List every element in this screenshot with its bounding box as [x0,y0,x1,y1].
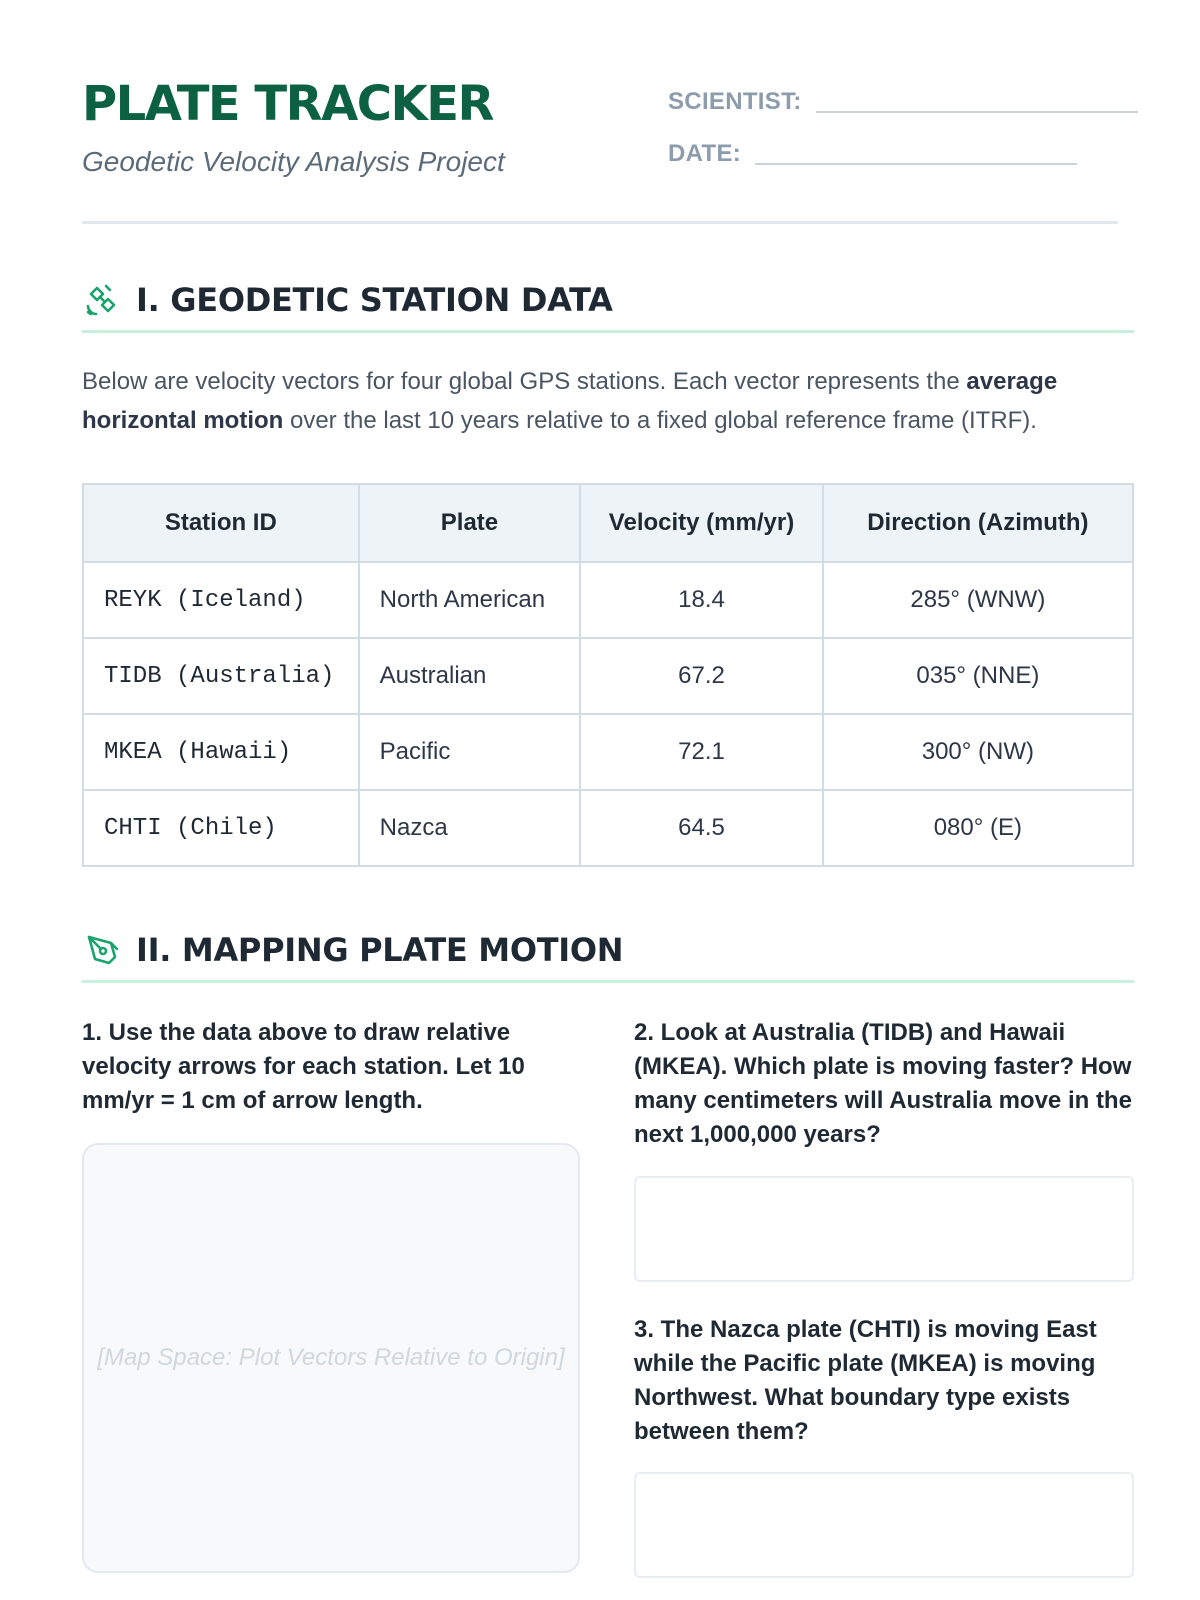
page-subtitle: Geodetic Velocity Analysis Project [82,146,505,177]
scientist-label: SCIENTIST: [668,88,802,115]
direction-cell: 080° (E) [823,790,1133,866]
date-input-line[interactable] [755,163,1077,165]
question-3: 3. The Nazca plate (CHTI) is moving East while the Pacific plate (MKEA) is moving Northwest. What boundary type exists between them? [634,1316,1097,1445]
velocity-cell: 72.1 [580,714,822,790]
velocity-cell: 64.5 [580,790,822,866]
direction-cell: 300° (NW) [823,714,1133,790]
question-1: 1. Use the data above to draw relative velocity arrows for each station. Let 10 mm/yr = 1 cm of arrow length. [82,1019,525,1114]
map-placeholder-text: [Map Space: Plot Vectors Relative to Origin] [97,1344,565,1371]
intro-text-bold: average horizontal motion [82,368,1058,434]
scientist-field [668,88,1138,116]
table-header-row [83,484,1133,562]
question-2: 2. Look at Australia (TIDB) and Hawaii (MKEA). Which plate is moving faster? How many centimeters will Australia move in the next 1,000,000 years? [634,1019,1132,1148]
column-header-direction: Direction (Azimuth) [823,484,1133,562]
intro-text-a: Below are velocity vectors for four global GPS stations. Each vector represents the [82,368,967,395]
section-station-data-title: I. GEODETIC STATION DATA [136,281,613,319]
intro-text-b: over the last 10 years relative to a fixed global reference frame (ITRF). [283,407,1037,434]
section-station-data-heading [82,280,1134,333]
scientist-input-line[interactable] [816,111,1138,113]
table-row [83,562,1133,638]
section-mapping-title: II. MAPPING PLATE MOTION [136,931,624,969]
table-row [83,790,1133,866]
table-row [83,714,1133,790]
answer-box-question-2[interactable] [634,1176,1134,1282]
answer-box-question-3[interactable] [634,1472,1134,1578]
pen-tool-icon [82,930,122,970]
satellite-icon [82,280,122,320]
direction-cell: 035° (NNE) [823,638,1133,714]
plate-cell: Nazca [359,790,581,866]
date-field [668,140,1077,168]
column-header-plate: Plate [359,484,581,562]
station-id-cell: CHTI (Chile) [83,790,359,866]
table-row [83,638,1133,714]
station-id-cell: REYK (Iceland) [83,562,359,638]
worksheet-header [82,0,1118,224]
plate-cell: North American [359,562,581,638]
plate-cell: Pacific [359,714,581,790]
station-id-cell: TIDB (Australia) [83,638,359,714]
direction-cell: 285° (WNW) [823,562,1133,638]
velocity-cell: 67.2 [580,638,822,714]
date-label: DATE: [668,140,742,167]
section-intro-text [82,362,1134,440]
station-id-cell: MKEA (Hawaii) [83,714,359,790]
column-header-velocity: Velocity (mm/yr) [580,484,822,562]
station-data-table [82,483,1134,867]
page-title: PLATE TRACKER [82,76,493,132]
plate-cell: Australian [359,638,581,714]
column-header-station-id: Station ID [83,484,359,562]
section-mapping-heading [82,930,1134,983]
velocity-cell: 18.4 [580,562,822,638]
map-drawing-area[interactable] [82,1143,580,1573]
